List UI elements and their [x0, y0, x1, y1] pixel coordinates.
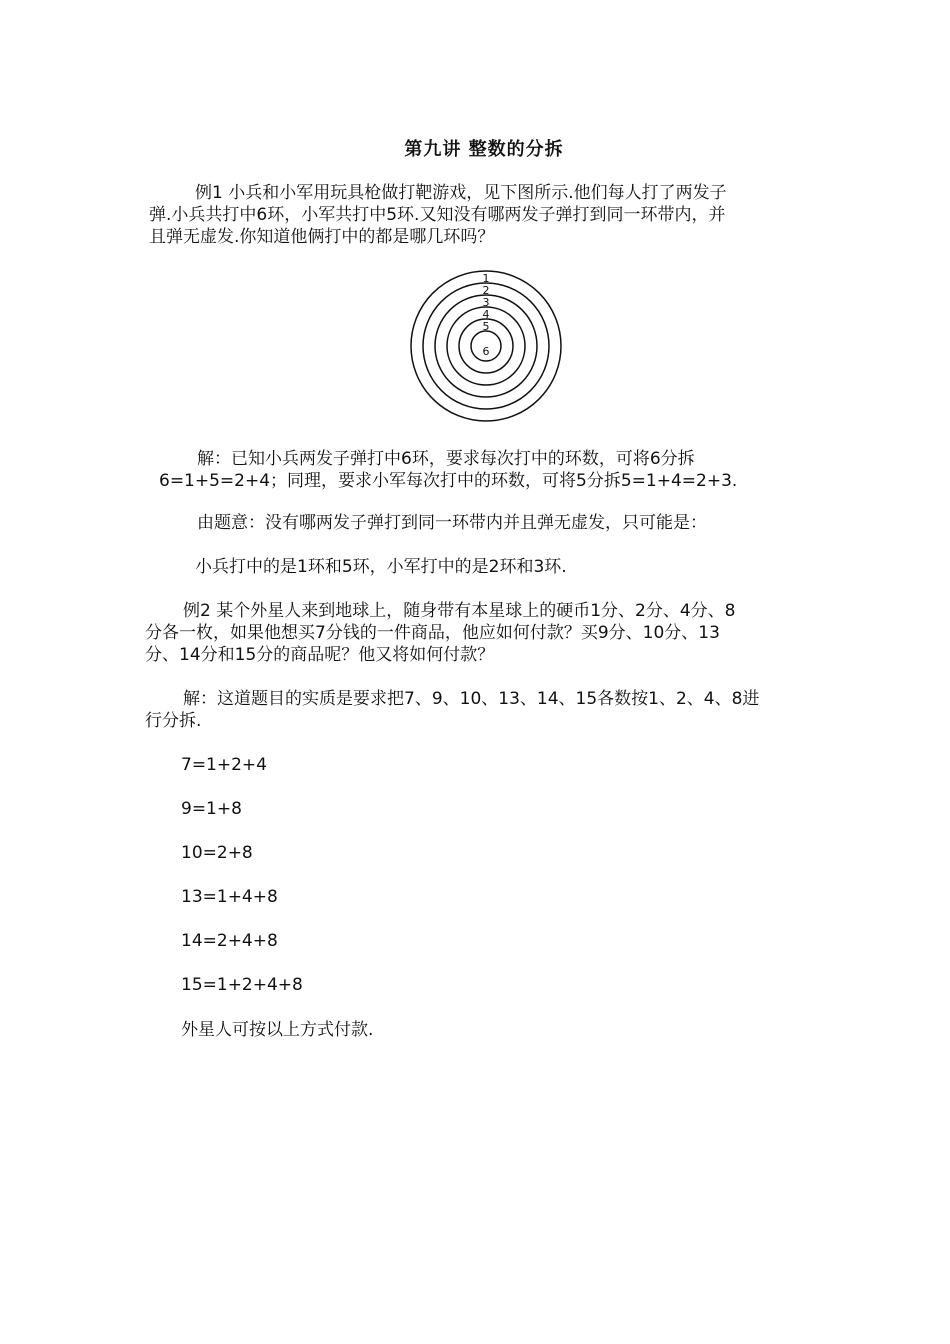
example-2-line: 分、14分和15分的商品呢？他又将如何付款？	[145, 645, 495, 665]
example-2-text	[145, 600, 735, 666]
ring-label-2: 2	[482, 284, 490, 297]
ring-label-6: 6	[482, 345, 490, 358]
ring-label-3: 3	[482, 296, 490, 309]
example-2-line: 分各一枚，如果他想买7分钱的一件商品，他应如何付款？买9分、10分、13	[145, 623, 720, 643]
example-1-line: 弹.小兵共打中6环，小军共打中5环.又知没有哪两发子弹打到同一环带内，并	[149, 205, 726, 225]
ring-label-5: 5	[482, 320, 490, 333]
solution-1-line: 6=1+5=2+4；同理，要求小军每次打中的环数，可将5分拆5=1+4=2+3.	[159, 471, 738, 491]
solution-1-condition: 由题意：没有哪两发子弹打到同一环带内并且弹无虚发，只可能是：	[197, 513, 707, 533]
shooting-target-diagram	[408, 268, 564, 424]
equation-15: 15=1+2+4+8	[181, 975, 303, 995]
page-title: 第九讲 整数的分拆	[404, 139, 564, 160]
example-2-line: 例2 某个外星人来到地球上，随身带有本星球上的硬币1分、2分、4分、8	[183, 601, 736, 621]
example-1-line: 例1 小兵和小军用玩具枪做打靶游戏，见下图所示.他们每人打了两发子	[195, 183, 727, 203]
solution-1-line: 解：已知小兵两发子弹打中6环，要求每次打中的环数，可将6分拆	[197, 449, 695, 469]
solution-2-text	[145, 688, 759, 732]
solution-1-answer: 小兵打中的是1环和5环，小军打中的是2环和3环.	[195, 557, 567, 577]
ring-label-4: 4	[482, 308, 490, 321]
equation-14: 14=2+4+8	[181, 931, 278, 951]
solution-2-conclusion: 外星人可按以上方式付款.	[181, 1020, 374, 1040]
equation-13: 13=1+4+8	[181, 887, 278, 907]
example-1-text	[149, 182, 727, 248]
equation-7: 7=1+2+4	[181, 755, 267, 775]
ring-label-1: 1	[482, 272, 490, 285]
solution-2-line: 解：这道题目的实质是要求把7、9、10、13、14、15各数按1、2、4、8进	[183, 689, 760, 709]
example-1-line: 且弹无虚发.你知道他俩打中的都是哪几环吗？	[149, 227, 495, 247]
solution-2-line: 行分拆.	[145, 711, 202, 731]
equation-10: 10=2+8	[181, 843, 253, 863]
solution-1-text	[159, 448, 737, 492]
equation-9: 9=1+8	[181, 799, 242, 819]
